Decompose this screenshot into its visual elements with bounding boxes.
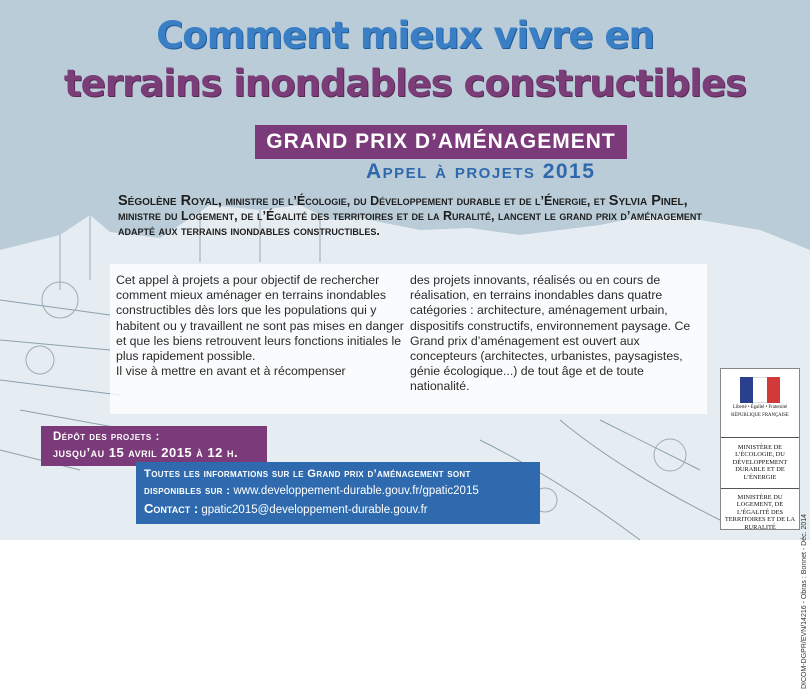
body-column-2: des projets innovants, réalisés ou en cours de réalisation, en terrains inondables dans quatre catégories : architecture, aménagement urbain, dispositifs constructifs, environnement paysage. Ce Grand prix d’aménagement est ouvert aux concepteurs (architectes, urbanistes, paysagistes, génie écologique...) de tout âge et de toute nationalité. <box>410 273 691 394</box>
title-line-1: Comment mieux vivre en <box>156 14 654 57</box>
french-flag-icon <box>740 377 780 403</box>
appel-heading: Appel à projets 2015 <box>366 160 596 183</box>
title-line-2: terrains inondables constructibles <box>63 62 747 105</box>
ministry-ecology: MINISTÈRE DE L’ÉCOLOGIE, DU DÉVELOPPEMENT DURABLE ET DE L’ÉNERGIE <box>721 437 799 481</box>
deadline-box <box>41 426 267 466</box>
minister-name-2: Sylvia Pinel, <box>608 193 688 209</box>
contact-email-link[interactable]: gpatic2015@developpement-durable.gouv.fr <box>198 504 428 516</box>
republic-label: RÉPUBLIQUE FRANÇAISE <box>731 413 789 418</box>
credit-vertical <box>801 380 811 689</box>
grand-prix-banner <box>255 125 627 159</box>
body-paragraph-2: Il vise à mettre en avant et à récompenser <box>116 364 346 379</box>
deadline-date: jusqu’au 15 avril 2015 à 12 h. <box>53 445 239 460</box>
lead-paragraph <box>118 194 702 239</box>
minister-name-1: Ségolène Royal, <box>118 193 222 209</box>
grand-prix-label: GRAND PRIX D’AMÉNAGEMENT <box>266 130 616 153</box>
info-box <box>136 462 540 524</box>
republic-motto: Liberté • Égalité • Fraternité <box>732 405 788 410</box>
ministries-logo-block <box>720 368 800 530</box>
ministry-housing: MINISTÈRE DU LOGEMENT, DE L’ÉGALITÉ DES TERRITOIRES ET DE LA RURALITÉ <box>721 488 799 531</box>
info-line-1: Toutes les informations sur le Grand prix d’aménagement sont <box>144 468 471 480</box>
lead-text-2: ministre du Logement, de l’Égalité des territoires et de la Ruralité, lancent le grand prix d’aménagement adapté aux terrains inondables constructibles. <box>118 209 702 238</box>
deadline-label: Dépôt des projets : <box>53 431 160 443</box>
contact-label: Contact : <box>144 501 199 516</box>
info-url-link[interactable]: www.developpement-durable.gouv.fr/gpatic2015 <box>230 485 479 497</box>
lead-text-1: ministre de l’Écologie, du Développement durable et de l’Énergie, et <box>221 194 609 208</box>
info-available-label: disponibles sur : <box>144 485 231 497</box>
body-column-1 <box>116 273 406 379</box>
credit-text: DICOM-DGPR/EVN/14216 - Obras : Bonnet - Déc. 2014 <box>801 513 808 689</box>
body-paragraph-1: Cet appel à projets a pour objectif de rechercher comment mieux aménager en terrains inondables constructibles dès lors que les populations qui y habitent ou y travaillent ne sont pas mises en danger et que les biens retrouvent leurs fonctions initiales le plus rapidement possible. <box>116 273 404 364</box>
